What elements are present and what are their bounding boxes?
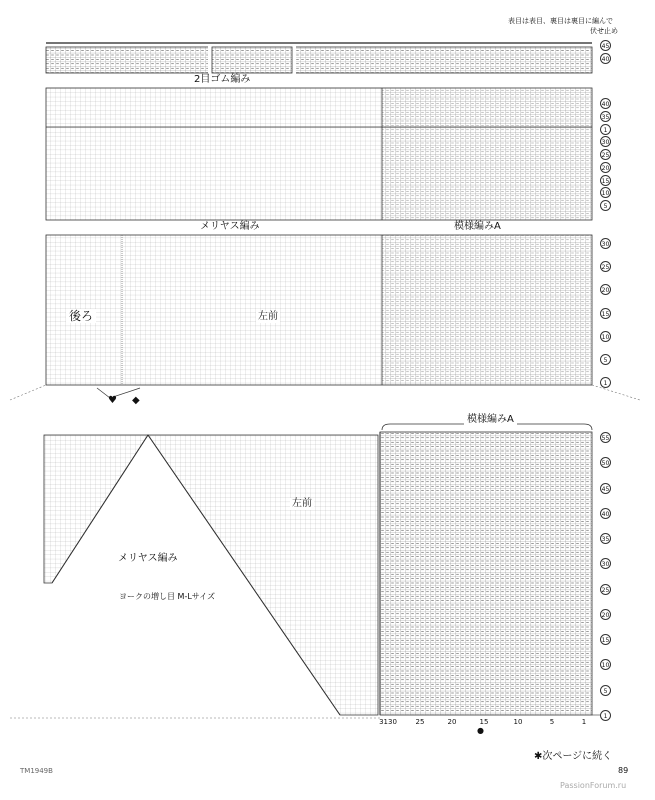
row-number-marker: 25 <box>600 149 611 160</box>
row-number-marker: 5 <box>600 200 611 211</box>
row-number-marker: 5 <box>600 685 611 696</box>
finish-note-line1: 表目は表目、裏目は裏目に編んで <box>508 17 613 25</box>
row-number-marker: 15 <box>600 175 611 186</box>
row-number-marker: 10 <box>600 659 611 670</box>
row-number-marker: 20 <box>600 609 611 620</box>
rib-row-marker: 40 <box>600 53 611 64</box>
pattern-a-label-upper: 模様編みA <box>454 221 501 232</box>
middle-chart <box>10 235 640 400</box>
row-number-marker: 25 <box>600 584 611 595</box>
back-label: 後ろ <box>66 309 96 323</box>
row-number-marker: 5 <box>600 354 611 365</box>
lower-chart <box>10 388 600 718</box>
row-number-marker: 20 <box>600 162 611 173</box>
column-number: 25 <box>415 718 425 726</box>
decrease-symbol: ♥ <box>108 395 117 406</box>
left-front-label-lower: 左前 <box>292 498 312 509</box>
row-number-marker: 30 <box>600 558 611 569</box>
rib-label: 2目ゴム編み <box>194 74 251 85</box>
stockinette-label-upper: メリヤス編み <box>200 221 260 232</box>
row-number-marker: 15 <box>600 308 611 319</box>
pattern-a-label-lower: 模様編みA <box>464 415 517 425</box>
row-number-marker: 35 <box>600 533 611 544</box>
column-number: 15 <box>479 718 489 726</box>
center-marker: ● <box>477 726 484 735</box>
row-number-marker: 45 <box>600 483 611 494</box>
column-number: 20 <box>447 718 457 726</box>
column-number: 10 <box>513 718 523 726</box>
watermark: PassionForum.ru <box>560 781 627 790</box>
row-number-marker: 55 <box>600 432 611 443</box>
yoke-increase-label: ヨークの増し目 M-Lサイズ <box>119 592 216 601</box>
row-number-marker: 40 <box>600 508 611 519</box>
footer-code: TM1949B <box>20 767 53 775</box>
rib-band <box>46 43 592 74</box>
row-number-marker: 35 <box>600 111 611 122</box>
row-number-marker: 10 <box>600 187 611 198</box>
increase-symbol: ◆ <box>132 395 140 406</box>
column-number: 1 <box>581 718 587 726</box>
row-number-marker: 25 <box>600 261 611 272</box>
column-number: 5 <box>549 718 555 726</box>
row-number-marker: 40 <box>600 98 611 109</box>
continue-note: ✱次ページに続く <box>534 751 613 762</box>
row-number-marker: 15 <box>600 634 611 645</box>
row-number-marker: 10 <box>600 331 611 342</box>
row-number-marker: 50 <box>600 457 611 468</box>
column-number: 3130 <box>379 718 397 726</box>
row-number-marker: 1 <box>600 377 611 388</box>
row-number-marker: 1 <box>600 710 611 721</box>
upper-chart <box>46 88 592 220</box>
finish-note-line2: 伏せ止め <box>590 27 618 35</box>
rib-row-marker: 45 <box>600 40 611 51</box>
row-number-marker: 30 <box>600 136 611 147</box>
page-number: 89 <box>618 766 629 775</box>
stockinette-label-lower: メリヤス編み <box>118 553 178 564</box>
row-number-marker: 30 <box>600 238 611 249</box>
row-number-marker: 1 <box>600 124 611 135</box>
left-front-label-mid: 左前 <box>258 311 278 322</box>
row-number-marker: 20 <box>600 284 611 295</box>
